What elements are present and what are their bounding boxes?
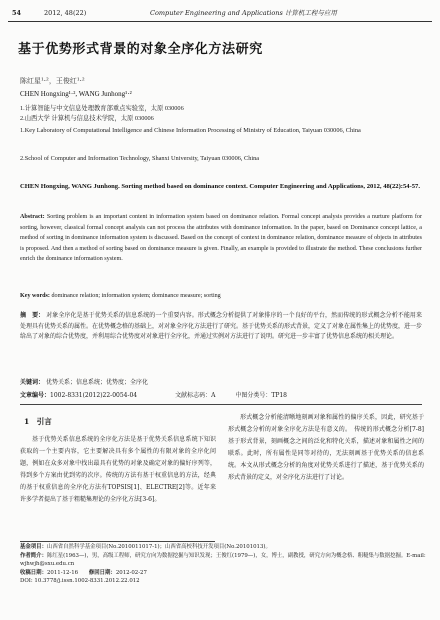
keywords-english: [20, 291, 422, 301]
authors-chinese: 陈红星¹·²，王俊红¹·²: [20, 77, 85, 85]
affiliation-2-cn: 2.山西大学 计算机与信息技术学院，太原 030006: [20, 115, 154, 122]
fund-text: 山西省自然科学基金项目(No.2010011017-1)；山西省高校科技开发项目(No.20101013)。: [46, 544, 271, 550]
citation: CHEN Hongxing, WANG Junhong. Sorting method based on dominance context. Computer Engineering and Applications, 2012, 48(22):54-57.: [20, 183, 421, 190]
article-number: [20, 392, 155, 399]
affiliation-1-cn: 1.计算智能与中文信息处理教育部重点实验室，太原 030006: [20, 105, 184, 112]
article-metadata: [20, 391, 430, 401]
page-number: 54: [12, 9, 22, 17]
abstract-label: Abstract:: [20, 214, 45, 220]
abstract-english: [20, 212, 422, 265]
footnotes: [20, 543, 430, 586]
section-heading: 1 引言: [24, 417, 52, 426]
dates-note: [20, 569, 430, 578]
header-rule: [8, 21, 432, 22]
abstract-chinese: [20, 311, 422, 343]
article-number-value: 1002-8331(2012)22-0054-04: [50, 392, 138, 399]
affiliation-1-en: 1.Key Laboratory of Computational Intelligence and Chinese Information Processing of Ministry of Education, Taiyuan 030006, China: [20, 127, 361, 134]
fund-note: [20, 543, 430, 552]
fund-label: 基金项目：: [20, 544, 47, 550]
received-label: 收稿日期：: [20, 569, 47, 576]
revised-date: 2012-02-27: [115, 569, 147, 576]
running-head: [10, 6, 430, 20]
document-code: 文献标志码：A: [175, 392, 216, 399]
journal-name: Computer Engineering and Applications 计算机工程与应用: [150, 9, 337, 17]
author-text: 陈红星(1963—)，男，高级工程师，研究方向为数据挖掘与知识发现；王俊红(1979—)，女，博士，副教授，研究方向为概念格、粗糙集与数据挖掘。E-mail: wjhwjh@sxu.edu.cn: [20, 552, 426, 568]
article-number-label: 文章编号：: [20, 392, 51, 399]
body-column-right: [228, 412, 424, 484]
author-note: [20, 552, 430, 569]
keywords-label: Key words:: [20, 293, 50, 299]
section-rule: [20, 404, 422, 405]
keywords-cn-text: 优势关系；信息系统；优势度；全序化: [45, 379, 148, 386]
keywords-text: dominance relation; information system; dominance measure; sorting: [51, 293, 221, 299]
abstract-cn-text: 对象全序化是基于优势关系的信息系统的一个重要内容。形式概念分析提供了对象排序的一个良好的平台，然而传统的形式概念分析不能用来处理具有优势关系的属性。在优势概念格的基础上，对对象全序化方法进行了研究。基于优势关系的形式背景，定义了对象在属性集上的优势度，进一步给出了对象的综合优势度，并利用综合优势度对对象进行全序化，并通过实例对方法进行了说明。研究进一步丰富了优势信息系统的相关理论。: [20, 312, 423, 341]
classification-code: 中图分类号：TP18: [235, 392, 288, 399]
authors-english: CHEN Hongxing¹·², WANG Junhong¹·²: [20, 90, 132, 98]
paper-title: 基于优势形式背景的对象全序化方法研究: [18, 42, 263, 57]
abstract-cn-label: 摘 要：: [20, 312, 45, 319]
keywords-chinese: [20, 378, 422, 388]
abstract-text: Sorting problem is an important content in information system based on dominance relation. Formal concept analysis provides a nurture platform for sorting, however, classical formal concept analysis can not process the attributes with dominance information. In the paper, based on Dominance concept lattice, a method of sorting in dominance information system is discussed. Based on the concept of context in dominance relation, dominance measure of objects in attributes is proposed. And then a method of sorting based on dominance measure is given. Finally, an example is provided to illustrate the method. These conclusions further enrich the dominance information system.: [20, 214, 422, 263]
author-label: 作者简介：: [20, 552, 47, 559]
body-paragraph: 形式概念分析能清晰地刻画对象和属性的偏序关系，因此，研究基于形式概念分析的对象全序化方法是有意义的。 传统的形式概念分析[7-8]基于形式背景，刻画概念之间的泛化和特化关系，描述对象和属性之间的联系。此时，所有属性是同等对待的，无法刻画基于优势关系的信息系统。本文从形式概念分析的角度对优势关系进行了描述，基于优势关系的形式背景的定义，对全序化方法进行了讨论。: [228, 414, 424, 481]
revised-label: 修回日期：: [88, 569, 116, 576]
doi-note: DOI: 10.3778/j.issn.1002-8331.2012.22.012: [20, 578, 140, 585]
body-paragraph: 基于优势关系信息系统的全序化方法是基于优势关系信息系统下知识获取的一个主要内容，它主要解决具有多个属性的有限对象的全序化问题，例如在众多对象中找出最具有优势的对象及确定对象的偏好序列等，得到多个方案由优到劣的次序。传统的方法有基于权重信息的方法，经典的基于权重信息的全序化方法有TOPSIS[1]、ELECTRE[2]等。近年来许多学者提出了基于粗糙集理论的全序化方法[3-6]。: [20, 436, 216, 503]
body-column-left: [20, 412, 216, 506]
keywords-cn-label: 关键词：: [20, 379, 45, 386]
received-date: 2011-12-16: [46, 569, 79, 576]
affiliation-2-en: 2.School of Computer and Information Technology, Shanxi University, Taiyuan 030006, China: [20, 155, 260, 162]
year-volume: 2012, 48(22): [44, 9, 87, 17]
footnote-rule: [20, 541, 215, 542]
